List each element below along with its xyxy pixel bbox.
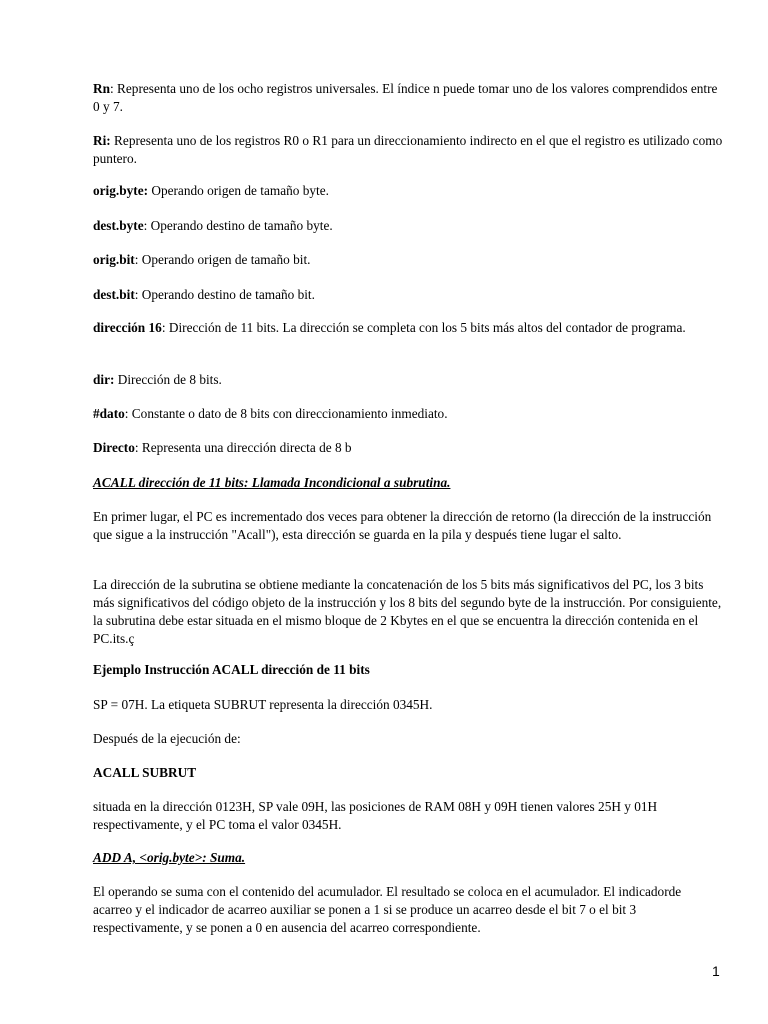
term-dir: dir: xyxy=(93,372,115,387)
term-dato: #dato xyxy=(93,406,125,421)
def-direccion-16-text: : Dirección de 11 bits. La dirección se completa con los 5 bits más altos del contador de programa. xyxy=(161,320,686,335)
def-dir xyxy=(93,371,723,389)
def-orig-bit xyxy=(93,251,723,269)
def-dato xyxy=(93,405,723,423)
acall-heading: ACALL dirección de 11 bits: Llamada Incondicional a subrutina. xyxy=(93,475,451,490)
term-dest-byte: dest.byte xyxy=(93,218,144,233)
def-directo xyxy=(93,439,723,457)
def-dest-byte-text: : Operando destino de tamaño byte. xyxy=(143,218,333,233)
add-heading: ADD A, <orig.byte>: Suma. xyxy=(93,850,246,865)
def-rn xyxy=(93,80,723,116)
sp-line: SP = 07H. La etiqueta SUBRUT representa la dirección 0345H. xyxy=(93,697,433,712)
situada-paragraph: situada en la dirección 0123H, SP vale 09H, las posiciones de RAM 08H y 09H tienen valores 25H y 01H respectivamente, y el PC toma el valor 0345H. xyxy=(93,799,658,832)
def-dest-bit xyxy=(93,286,723,304)
ejemplo-heading: Ejemplo Instrucción ACALL dirección de 11 bits xyxy=(93,662,370,677)
acall-paragraph-2: La dirección de la subrutina se obtiene mediante la concatenación de los 5 bits más significativos del PC, los 3 bits más significativos del código objeto de la instrucción y los 8 bits del segundo byte de la instrucción. Por consiguiente, la subrutina debe estar situada en el mismo bloque de 2 Kbytes en el que se encuentra la dirección contenida en el PC.its.ç xyxy=(93,577,722,646)
despues-line: Después de la ejecución de: xyxy=(93,731,241,746)
term-ri: Ri: xyxy=(93,133,111,148)
def-dest-bit-text: : Operando destino de tamaño bit. xyxy=(134,287,315,302)
def-dato-text: : Constante o dato de 8 bits con direccionamiento inmediato. xyxy=(124,406,448,421)
def-orig-byte xyxy=(93,182,723,200)
term-orig-byte: orig.byte: xyxy=(93,183,149,198)
def-rn-text: : Representa uno de los ocho registros universales. El índice n puede tomar uno de los valores comprendidos entre 0 y 7. xyxy=(93,81,718,114)
def-orig-bit-text: : Operando origen de tamaño bit. xyxy=(134,252,311,267)
def-direccion-16 xyxy=(93,319,723,337)
term-direccion-16: dirección 16 xyxy=(93,320,162,335)
def-orig-byte-text: Operando origen de tamaño byte. xyxy=(148,183,329,198)
acall-paragraph-1: En primer lugar, el PC es incrementado dos veces para obtener la dirección de retorno (la dirección de la instrucción que sigue a la instrucción "Acall"), esta dirección se guarda en la pila y después tiene lugar el salto. xyxy=(93,509,712,542)
term-directo: Directo xyxy=(93,440,135,455)
acall-subrut-line: ACALL SUBRUT xyxy=(93,765,197,780)
def-ri xyxy=(93,132,723,168)
add-paragraph-1: El operando se suma con el contenido del acumulador. El resultado se coloca en el acumulador. El indicadorde acarreo y el indicador de acarreo auxiliar se ponen a 1 si se produce un acarreo desde el bit 7 o el bit 3 respectivamente, y se ponen a 0 en ausencia del acarreo correspondiente. xyxy=(93,884,682,935)
term-rn: Rn xyxy=(93,81,110,96)
def-ri-text: Representa uno de los registros R0 o R1 para un direccionamiento indirecto en el que el registro es utilizado como puntero. xyxy=(93,133,723,166)
def-directo-text: : Representa una dirección directa de 8 b xyxy=(134,440,352,455)
term-dest-bit: dest.bit xyxy=(93,287,135,302)
def-dir-text: Dirección de 8 bits. xyxy=(114,372,222,387)
page-number: 1 xyxy=(712,963,720,979)
def-dest-byte xyxy=(93,217,723,235)
term-orig-bit: orig.bit xyxy=(93,252,135,267)
